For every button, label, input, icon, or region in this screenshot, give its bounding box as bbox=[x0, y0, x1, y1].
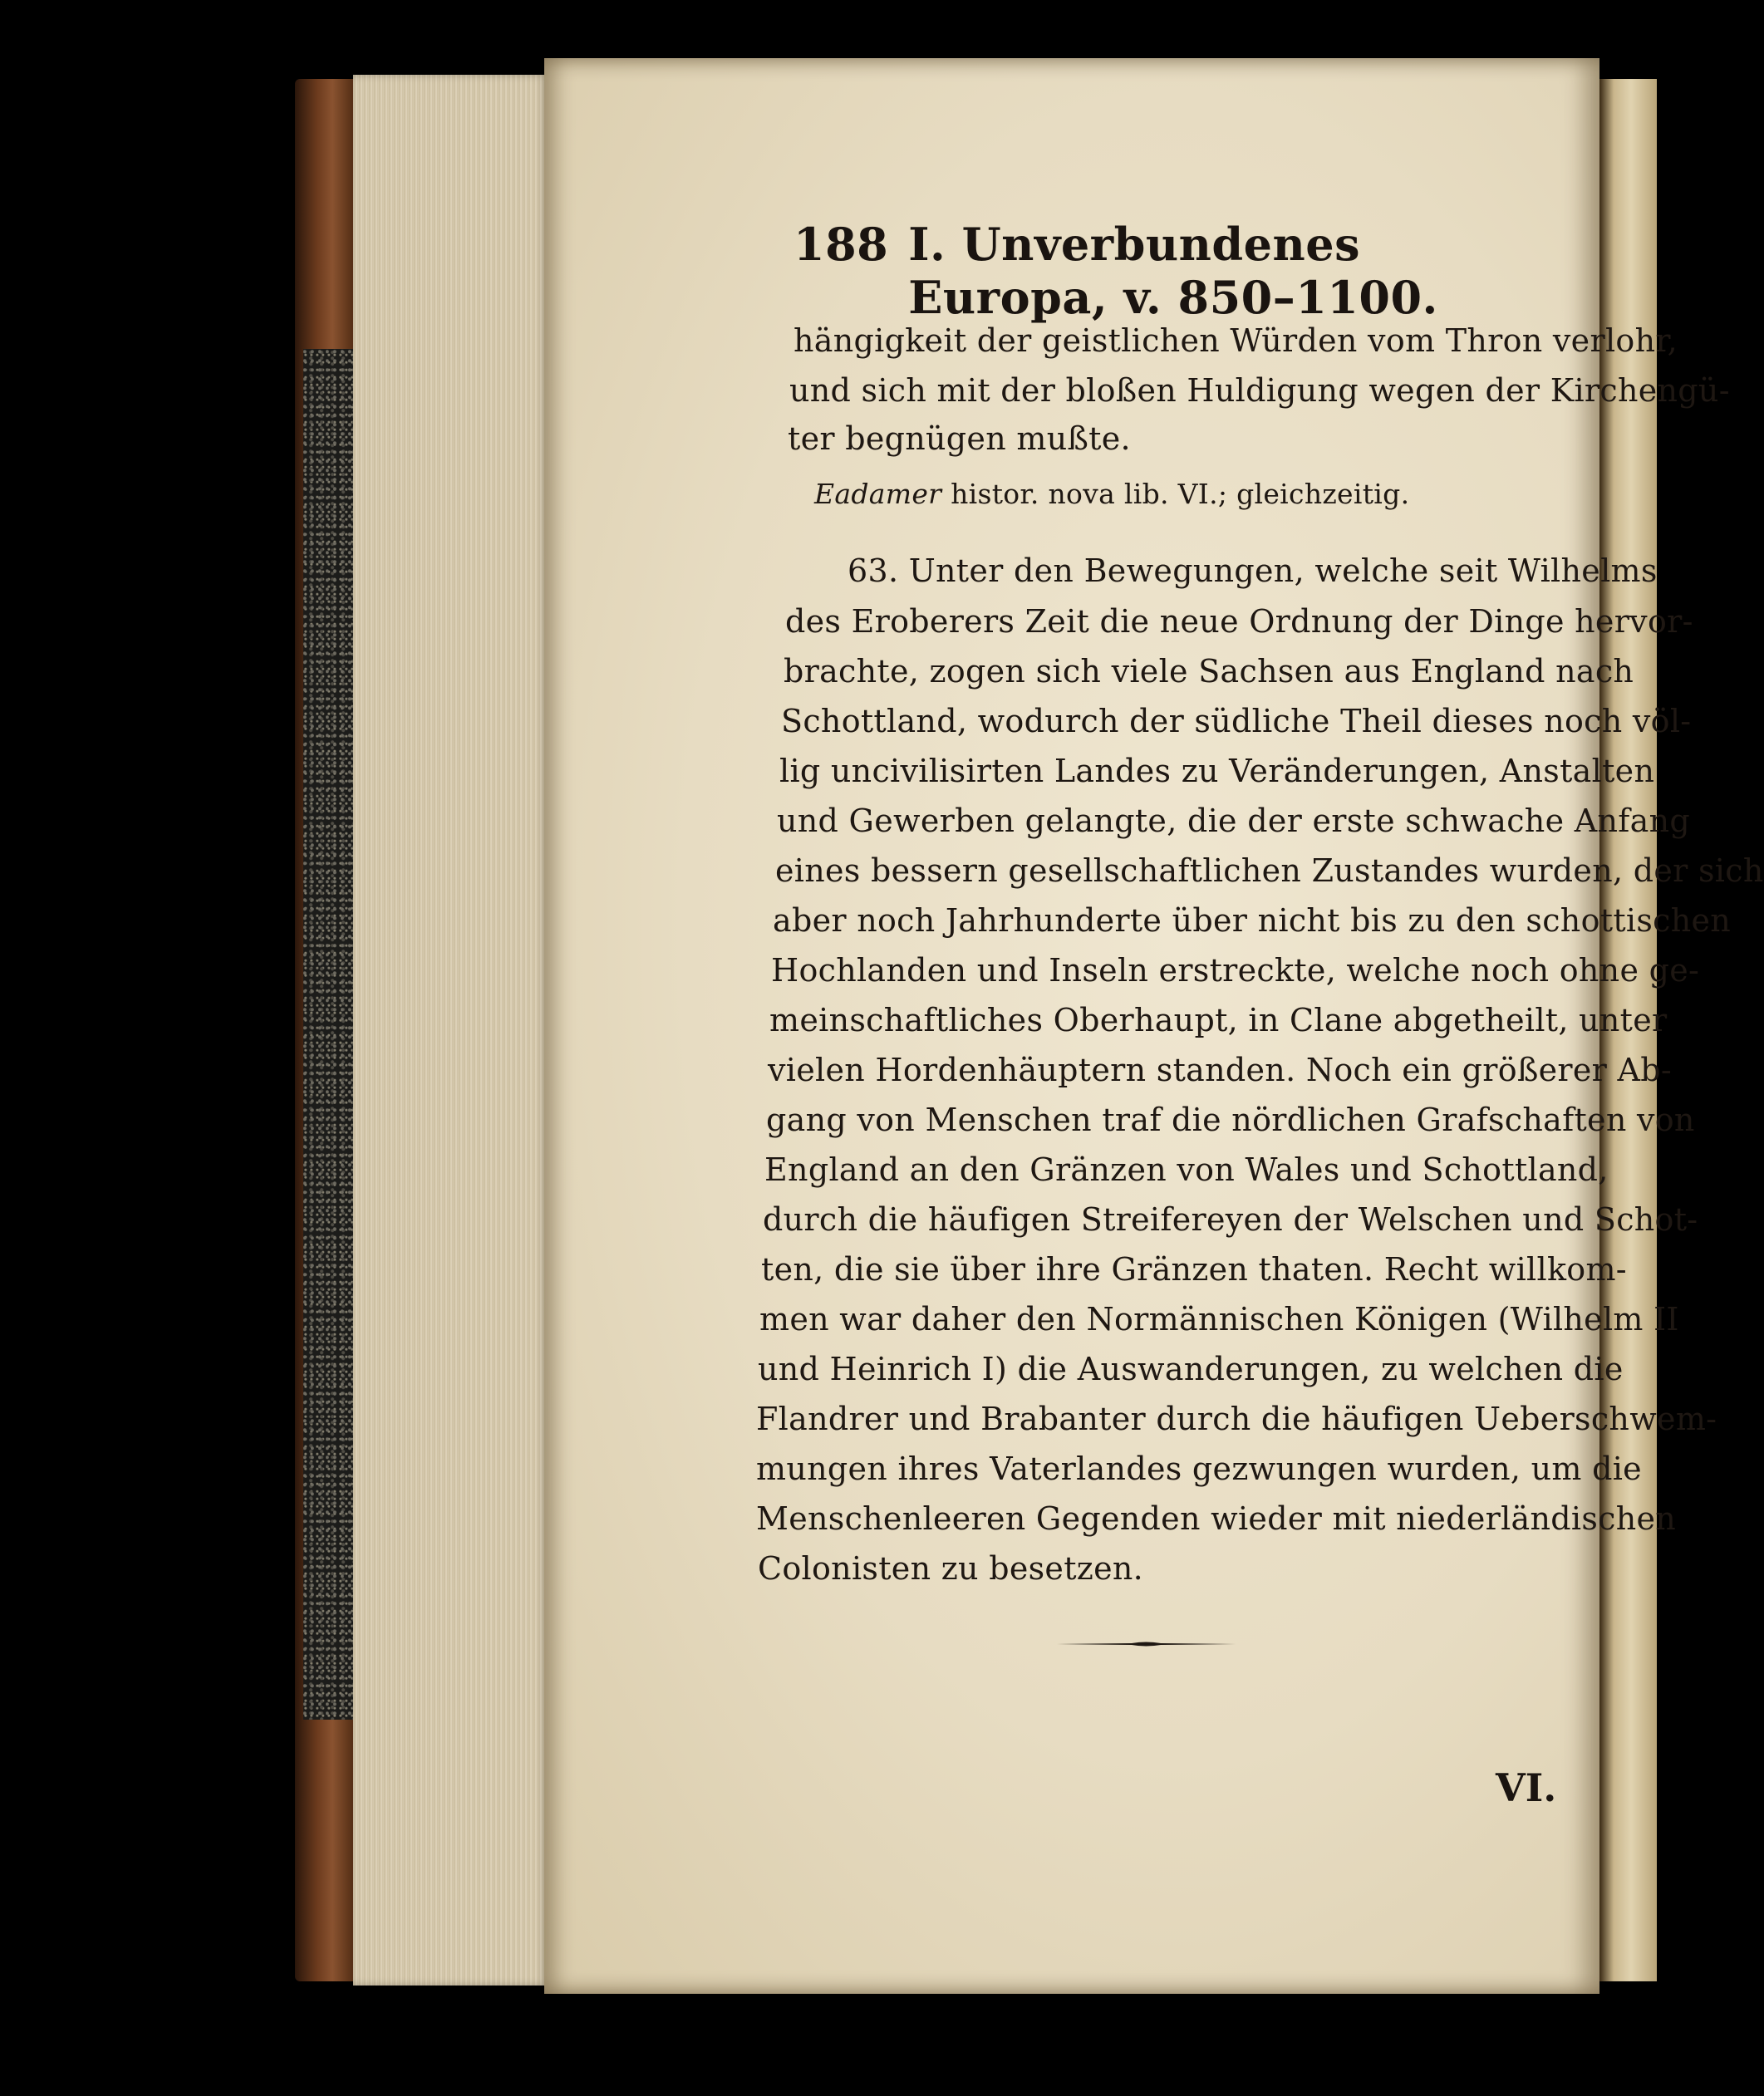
text-line: vielen Hordenhäuptern standen. Noch ein größerer Ab- bbox=[768, 1052, 1673, 1088]
text-line: Schottland, wodurch der südliche Theil dieses noch völ- bbox=[781, 703, 1692, 739]
text-line: ter begnügen mußte. bbox=[788, 420, 1131, 457]
text-line: brachte, zogen sich viele Sachsen aus England nach bbox=[784, 653, 1634, 690]
text-line: gang von Menschen traf die nördlichen Grafschaften von bbox=[766, 1102, 1695, 1138]
text-line: mungen ihres Vaterlandes gezwungen wurden, um die bbox=[756, 1451, 1642, 1487]
signature-mark: VI. bbox=[1496, 1765, 1557, 1810]
running-title: I. Unverbundenes Europa, v. 850–1100. bbox=[908, 218, 1438, 324]
text-line: des Eroberers Zeit die neue Ordnung der Dinge hervor- bbox=[785, 603, 1693, 640]
page-number: 188 bbox=[794, 218, 889, 271]
text-line: Menschenleeren Gegenden wieder mit niederländischen bbox=[756, 1500, 1677, 1537]
citation-note: gleichzeitig. bbox=[1236, 478, 1410, 510]
citation bbox=[814, 478, 1409, 510]
running-head bbox=[794, 218, 1558, 324]
text-line: men war daher den Normännischen Königen (Wilhelm II bbox=[759, 1301, 1679, 1338]
text-line: durch die häufigen Streifereyen der Welschen und Schot- bbox=[763, 1201, 1698, 1238]
text-line: Colonisten zu besetzen. bbox=[758, 1550, 1144, 1587]
text-line: Hochlanden und Inseln erstreckte, welche noch ohne ge- bbox=[771, 952, 1700, 989]
citation-work: histor. nova lib. VI.; bbox=[951, 478, 1228, 510]
text-line: eines bessern gesellschaftlichen Zustandes wurden, der sich bbox=[775, 852, 1764, 889]
text-line: hängigkeit der geistlichen Würden vom Thron verlohr, bbox=[794, 322, 1678, 359]
citation-author: Eadamer bbox=[814, 478, 942, 510]
text-line: aber noch Jahrhunderte über nicht bis zu den schottischen bbox=[773, 902, 1732, 939]
marbled-board bbox=[303, 349, 353, 1720]
text-line: und Heinrich I) die Auswanderungen, zu welchen die bbox=[758, 1351, 1624, 1387]
text-line: und Gewerben gelangte, die der erste schwache Anfang bbox=[777, 803, 1690, 839]
text-line: Flandrer und Brabanter durch die häufigen Ueberschwem- bbox=[756, 1401, 1717, 1437]
section-end-ornament bbox=[1057, 1642, 1236, 1647]
page-block-edges bbox=[353, 75, 548, 1986]
text-line: meinschaftliches Oberhaupt, in Clane abgetheilt, unter bbox=[769, 1002, 1668, 1038]
paragraph-first-line: 63. Unter den Bewegungen, welche seit Wilhelms bbox=[848, 552, 1658, 589]
text-line: ten, die sie über ihre Gränzen thaten. Recht willkom- bbox=[761, 1251, 1627, 1288]
text-line: lig uncivilisirten Landes zu Veränderungen, Anstalten bbox=[779, 753, 1655, 789]
text-line: England an den Gränzen von Wales und Schottland, bbox=[764, 1151, 1609, 1188]
text-line: und sich mit der bloßen Huldigung wegen der Kirchengü- bbox=[789, 372, 1730, 409]
